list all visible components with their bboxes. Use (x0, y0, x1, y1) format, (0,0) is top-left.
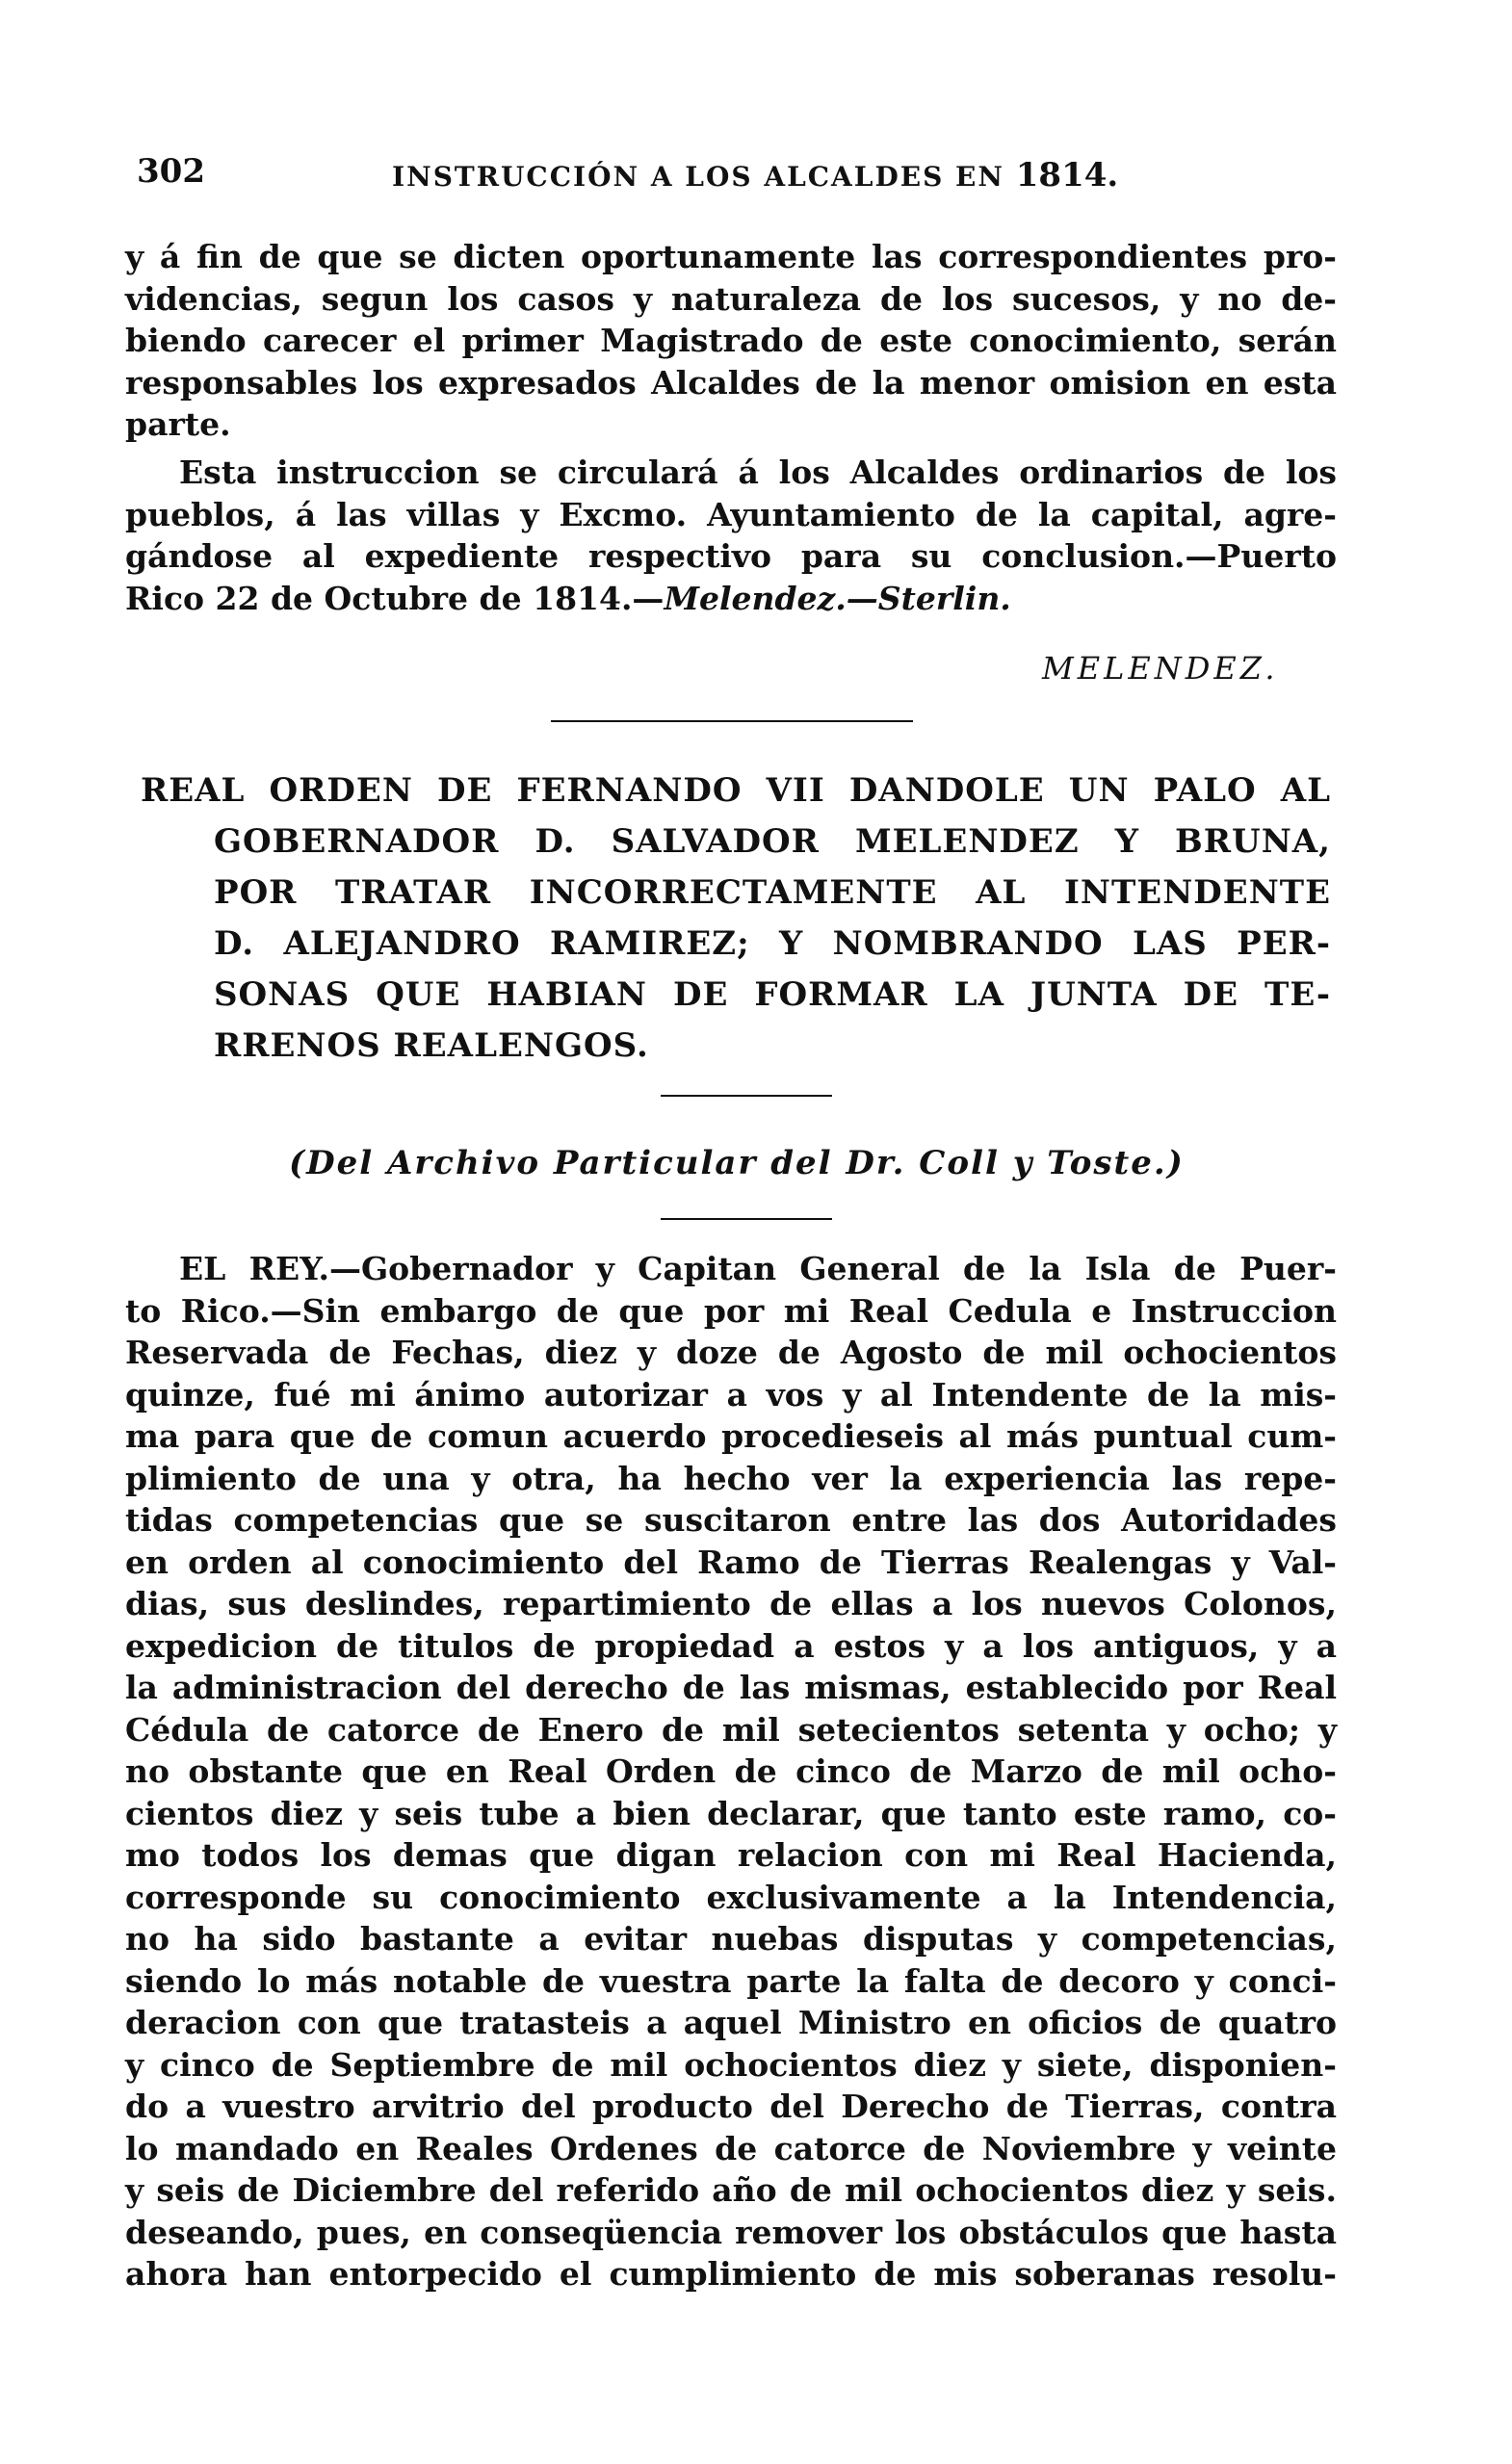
paragraph-continuation (125, 236, 1337, 446)
text-line: videncias, segun los casos y naturaleza de los sucesos, y no de- (125, 279, 1337, 318)
text-line: Cédula de catorce de Enero de mil setecientos setenta y ocho; y (125, 1710, 1337, 1749)
text-line: biendo carecer el primer Magistrado de este conocimiento, serán (125, 322, 1337, 359)
text-line: lo mandado en Reales Ordenes de catorce de Noviembre y veinte (125, 2129, 1337, 2167)
text-line: la administracion del derecho de las mismas, establecido por Real (125, 1669, 1337, 1706)
dateline-text: Rico 22 de Octubre de 1814.— (125, 579, 665, 617)
heading-line: REAL ORDEN DE FERNANDO VII DANDOLE UN PALO AL (141, 771, 1331, 810)
text-line: siendo lo más notable de vuestra parte la falta de decoro y conci- (125, 1961, 1337, 2000)
heading-line: GOBERNADOR D. SALVADOR MELENDEZ Y BRUNA, (214, 822, 1331, 861)
text-line: no obstante que en Real Orden de cinco de Marzo de mil ocho- (125, 1752, 1337, 1790)
text-line: y seis de Diciembre del referido año de mil ochocientos diez y seis. (125, 2171, 1337, 2209)
text-line: ahora han entorpecido el cumplimiento de mis soberanas resolu- (125, 2255, 1337, 2293)
text-line: no ha sido bastante a evitar nuebas disputas y competencias, (125, 1920, 1337, 1958)
section-divider (551, 720, 913, 722)
text-line: to Rico.—Sin embargo de que por mi Real Cedula e Instruccion (125, 1291, 1337, 1330)
text-line: cientos diez y seis tube a bien declarar, que tanto este ramo, co- (125, 1794, 1337, 1832)
section-heading (141, 765, 1331, 1072)
heading-line: RRENOS REALENGOS. (214, 1026, 649, 1065)
text-line: Reservada de Fechas, diez y doze de Agosto de mil ochocientos (125, 1334, 1337, 1371)
heading-line: SONAS QUE HABIAN DE FORMAR LA JUNTA DE TE- (214, 975, 1331, 1014)
source-citation: (Del Archivo Particular del Dr. Coll y Toste.) (289, 1144, 1185, 1182)
running-title-year: 1814. (1015, 156, 1119, 195)
dateline-signatories: Melendez.—Sterlin. (664, 579, 1011, 617)
text-line: en orden al conocimiento del Ramo de Tierras Realengas y Val- (125, 1543, 1337, 1581)
heading-line: POR TRATAR INCORRECTAMENTE AL INTENDENTE (214, 873, 1331, 912)
text-line: parte. (125, 405, 231, 443)
text-line: dias, sus deslindes, repartimiento de ellas a los nuevos Colonos, (125, 1585, 1337, 1622)
text-line: pueblos, á las villas y Excmo. Ayuntamiento de la capital, agre- (125, 495, 1337, 533)
text-line: responsables los expresados Alcaldes de la menor omision en esta (125, 363, 1337, 402)
text-line: expedicion de titulos de propiedad a estos y a los antiguos, y a (125, 1626, 1337, 1665)
text-line: y á fin de que se dicten oportunamente las correspondientes pro- (125, 238, 1337, 275)
text-line: Esta instruccion se circulará á los Alcaldes ordinarios de los (179, 454, 1337, 491)
text-line: deseando, pues, en conseqüencia remover los obstáculos que hasta (125, 2213, 1337, 2251)
text-line: y cinco de Septiembre de mil ochocientos diez y siete, disponien- (125, 2045, 1337, 2084)
text-line-dateline (125, 578, 1337, 620)
text-line: do a vuestro arvitrio del producto del Derecho de Tierras, contra (125, 2088, 1337, 2125)
text-line: corresponde su conocimiento exclusivamente a la Intendencia, (125, 1878, 1337, 1916)
signature: MELENDEZ. (1042, 650, 1279, 687)
text-line: EL REY.—Gobernador y Capitan General de la Isla de Puer- (179, 1250, 1337, 1287)
text-line: tidas competencias que se suscitaron entre las dos Autoridades (125, 1501, 1337, 1539)
text-line: quinze, fué mi ánimo autorizar a vos y al Intendente de la mis- (125, 1375, 1337, 1414)
page-number: 302 (137, 152, 205, 191)
heading-divider (661, 1095, 832, 1097)
running-head (137, 152, 1341, 200)
running-title (392, 156, 1118, 195)
paragraph-circular-instruction (125, 452, 1337, 619)
heading-line: D. ALEJANDRO RAMIREZ; Y NOMBRANDO LAS PER- (214, 924, 1331, 963)
text-line: mo todos los demas que digan relacion con mi Real Hacienda, (125, 1836, 1337, 1874)
text-line: deracion con que tratasteis a aquel Ministro en oficios de quatro (125, 2004, 1337, 2041)
text-line: ma para que de comun acuerdo procedieseis al más puntual cum- (125, 1417, 1337, 1455)
text-line: gándose al expediente respectivo para su conclusion.—Puerto (125, 537, 1337, 575)
running-title-text: INSTRUCCIÓN A LOS ALCALDES EN (392, 161, 1004, 193)
source-divider (661, 1218, 832, 1220)
paragraph-royal-order (125, 1248, 1337, 2295)
text-line: plimiento de una y otra, ha hecho ver la experiencia las repe- (125, 1459, 1337, 1497)
